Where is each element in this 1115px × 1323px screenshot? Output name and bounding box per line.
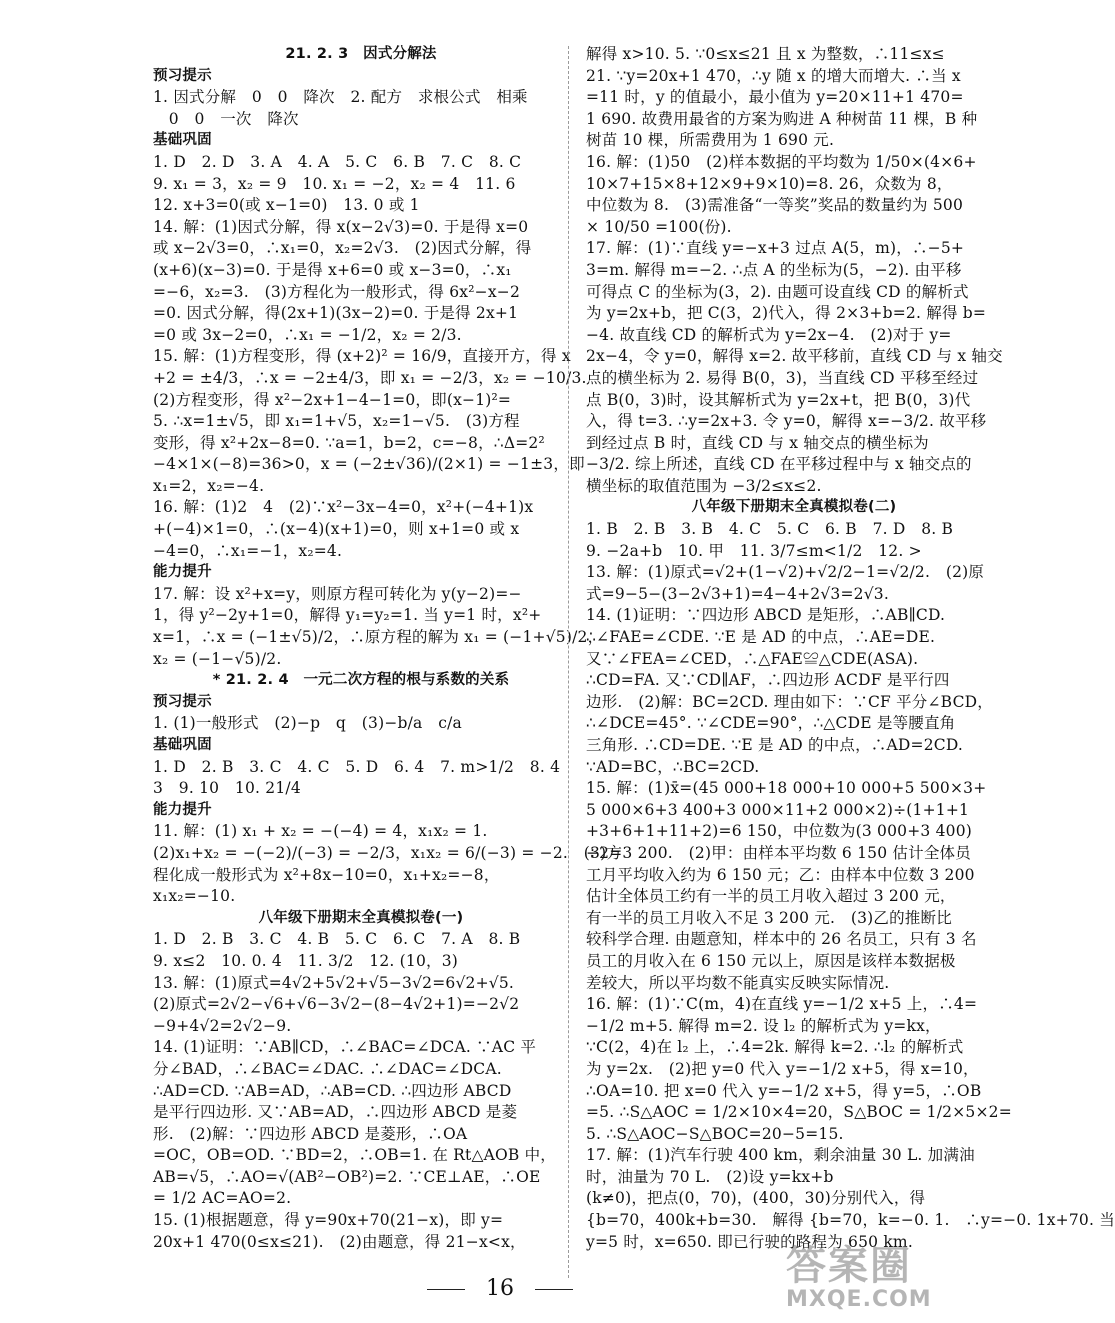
answer-line: 树苗 10 棵，所需费用为 1 690 元. xyxy=(586,131,835,150)
answer-line: 工月平均收入约为 6 150 元；乙：由样本中位数 3 200 xyxy=(586,865,975,884)
answer-line: ∵C(2，4)在 l₂ 上，∴4=2k. 解得 k=2. ∴l₂ 的解析式 xyxy=(586,1038,964,1057)
watermark-cn: 答案圈 xyxy=(786,1243,912,1289)
answer-line: 或 x−2√3=0，∴x₁=0，x₂=2√3. (2)因式分解，得 xyxy=(153,239,532,258)
answer-line: 5. ∴x=1±√5，即 x₁=1+√5，x₂=1−√5. (3)方程 xyxy=(153,412,520,431)
subsection-heading: 能力提升 xyxy=(153,564,212,581)
subsection-heading: 能力提升 xyxy=(153,801,212,818)
answer-line: 1. D 2. B 3. C 4. B 5. C 6. C 7. A 8. B xyxy=(153,930,521,949)
answer-line: 程化成一般形式为 x²+8x−10=0，x₁+x₂=−8， xyxy=(153,865,500,884)
answer-line: 变形，得 x²+2x−8=0. ∵a=1，b=2，c=−8，∴Δ=2² xyxy=(153,433,545,452)
answer-line: x₁x₂=−10. xyxy=(153,887,236,906)
subsection-heading: 基础巩固 xyxy=(153,132,212,149)
answer-line: 式=9−5−(3−2√3+1)=4−4+2√3=2√3. xyxy=(586,584,889,603)
answer-line: (2)x₁+x₂ = −(−2)/(−3) = −2/3，x₁x₂ = 6/(−3) = −2. (3)方 xyxy=(153,843,623,862)
answer-line: 13. 解：(1)原式=4√2+5√2+√5−3√2=6√2+√5. xyxy=(153,973,515,992)
answer-line: ∴CD=FA. 又∵CD∥AF，∴四边形 ACDF 是平行四 xyxy=(586,671,950,690)
answer-line: x₁=2，x₂=−4. xyxy=(153,476,265,495)
answer-line: ∴∠DCE=45°. ∵∠CDE=90°，∴△CDE 是等腰直角 xyxy=(586,714,956,733)
answer-line: 0 0 一次 降次 xyxy=(153,109,299,128)
answer-line: 有一半的员工月收入不足 3 200 元. (3)乙的推断比 xyxy=(586,908,952,927)
answer-line: 14. (1)证明：∵AB∥CD，∴∠BAC=∠DCA. ∵AC 平 xyxy=(153,1038,537,1057)
answer-line: 9. x≤2 10. 0. 4 11. 3/2 12. (10，3) xyxy=(153,951,459,970)
left-column xyxy=(153,44,623,1253)
answer-line: =0. 因式分解，得(2x+1)(3x−2)=0. 于是得 2x+1 xyxy=(153,304,519,323)
answer-line: 时，油量为 70 L. (2)设 y=kx+b xyxy=(586,1167,834,1186)
answer-line: (x+6)(x−3)=0. 于是得 x+6=0 或 x−3=0，∴x₁ xyxy=(153,260,512,279)
answer-line: ÷2=3 200. (2)甲：由样本平均数 6 150 估计全体员 xyxy=(586,843,971,862)
answer-line: 16. 解：(1)50 (2)样本数据的平均数为 1/50×(4×6+ xyxy=(586,152,977,171)
answer-line: 20x+1 470(0≤x≤21). (2)由题意，得 21−x<x， xyxy=(153,1232,526,1251)
answer-line: 13. 解：(1)原式=√2+(1−√2)+√2/2−1=√2/2. (2)原 xyxy=(586,563,985,582)
page-number-dash-right xyxy=(535,1289,573,1290)
subsection-heading: 预习提示 xyxy=(153,693,212,710)
answer-line: ∴AD=CD. ∵AB=AD，∴AB=CD. ∴四边形 ABCD xyxy=(153,1081,512,1100)
answer-line: 差较大，所以平均数不能真实反映实际情况. xyxy=(586,973,890,992)
answer-line: 5. ∴S△AOC−S△BOC=20−5=15. xyxy=(586,1124,844,1143)
answer-line: 3=m. 解得 m=−2. ∴点 A 的坐标为(5，−2). 由平移 xyxy=(586,260,962,279)
answer-line: 17. 解：(1)∵直线 y=−x+3 过点 A(5，m)，∴−5+ xyxy=(586,239,965,258)
subsection-heading: 预习提示 xyxy=(153,67,212,84)
answer-line: 形. (2)解：∵四边形 ABCD 是菱形，∴OA xyxy=(153,1124,468,1143)
answer-line: 1 690. 故费用最省的方案为购进 A 种树苗 11 棵，B 种 xyxy=(586,109,978,128)
answer-line: 9. x₁ = 3，x₂ = 9 10. x₁ = −2，x₂ = 4 11. 6 xyxy=(153,174,516,193)
answer-line: 估计全体员工约有一半的员工月收入超过 3 200 元， xyxy=(586,887,956,906)
watermark xyxy=(786,1244,986,1314)
answer-line: 边形. (2)解：BC=2CD. 理由如下：∵CF 平分∠BCD， xyxy=(586,692,993,711)
answer-line: 中位数为 8. (3)需准备“一等奖”奖品的数量约为 500 xyxy=(586,196,964,215)
answer-line: −3/2. 综上所述，直线 CD 在平移过程中与 x 轴交点的 xyxy=(586,455,972,474)
answer-line: −4×1×(−8)=36>0，x = (−2±√36)/(2×1) = −1±3，即 xyxy=(153,455,585,474)
answer-line: 解得 x>10. 5. ∵0≤x≤21 且 x 为整数，∴11≤x≤ xyxy=(586,45,945,63)
section-title: * 21. 2. 4 一元二次方程的根与系数的关系 xyxy=(212,672,510,689)
answer-line: 17. 解：(1)汽车行驶 400 km，剩余油量 30 L. 加满油 xyxy=(586,1146,975,1165)
answer-line: −4=0，∴x₁=−1，x₂=4. xyxy=(153,541,343,560)
answer-line: 9. −2a+b 10. 甲 11. 3/7≤m<1/2 12. > xyxy=(586,541,922,560)
answer-line: ∴∠FAE=∠CDE. ∵E 是 AD 的中点，∴AE=DE. xyxy=(586,628,936,647)
answer-line: 11. 解：(1) x₁ + x₂ = −(−4) = 4，x₁x₂ = 1. xyxy=(153,822,488,841)
answer-line: =0 或 3x−2=0，∴x₁ = −1/2，x₂ = 2/3. xyxy=(153,325,462,344)
answer-line: 员工的月收入在 6 150 元以上，原因是该样本数据极 xyxy=(586,951,956,970)
answer-line: 5 000×6+3 400+3 000×11+2 000×2)÷(1+1+1 xyxy=(586,800,970,819)
answer-line: ∵AD=BC，∴BC=2CD. xyxy=(586,757,760,776)
page-number-text: 16 xyxy=(486,1276,514,1301)
answer-line: 14. 解：(1)因式分解，得 x(x−2√3)=0. 于是得 x=0 xyxy=(153,217,529,236)
answer-line: 15. (1)根据题意，得 y=90x+70(21−x)，即 y= xyxy=(153,1211,504,1230)
answer-line: 1. 因式分解 0 0 降次 2. 配方 求根公式 相乘 xyxy=(153,88,528,107)
answer-line: 12. x+3=0(或 x−1=0) 13. 0 或 1 xyxy=(153,196,420,215)
answer-line: 10×7+15×8+12×9+9×10)=8. 26，众数为 8， xyxy=(586,174,953,193)
answer-line: 横坐标的取值范围为 −3/2≤x≤2. xyxy=(586,476,822,495)
answer-line: 可得点 C 的坐标为(3，2). 由题可设直线 CD 的解析式 xyxy=(586,282,969,301)
answer-line: −4. 故直线 CD 的解析式为 y=2x−4. (2)对于 y= xyxy=(586,325,952,344)
answer-line: 分∠BAD，∴∠BAC=∠DAC. ∴∠DAC=∠DCA. xyxy=(153,1059,502,1078)
answer-line: +3+6+1+11+2)=6 150，中位数为(3 000+3 400) xyxy=(586,822,973,841)
answer-line: +(−4)×1=0，∴(x−4)(x+1)=0，则 x+1=0 或 x xyxy=(153,520,520,539)
answer-line: = 1/2 AC=AO=2. xyxy=(153,1189,292,1208)
subsection-heading: 基础巩固 xyxy=(153,737,212,753)
answer-line: 16. 解：(1)2 4 (2)∵x²−3x−4=0，x²+(−4+1)x xyxy=(153,498,534,517)
answer-line: −1/2 m+5. 解得 m=2. 设 l₂ 的解析式为 y=kx， xyxy=(586,1016,941,1035)
answer-line: y=5 时，x=650. 即已行驶的路程为 650 km. xyxy=(586,1232,913,1251)
answer-line: =OC，OB=OD. ∵BD=2，∴OB=1. 在 Rt△AOB 中， xyxy=(153,1146,557,1165)
answer-line: =11 时，y 的值最小，最小值为 y=20×11+1 470= xyxy=(586,88,964,107)
right-column xyxy=(586,44,1115,1253)
answer-line: 又∵∠FEA=∠CED，∴△FAE≌△CDE(ASA). xyxy=(586,649,919,668)
answer-line: 点的横坐标为 2. 易得 B(0，3)，当直线 CD 平移至经过 xyxy=(586,368,979,387)
answer-line: (2)原式=2√2−√6+√6−3√2−(8−4√2+1)=−2√2 xyxy=(153,995,520,1014)
answer-line: 17. 解：设 x²+x=y，则原方程可转化为 y(y−2)=− xyxy=(153,584,522,603)
answer-line: −9+4√2=2√2−9. xyxy=(153,1016,292,1035)
answer-line: 1. (1)一般形式 (2)−p q (3)−b/a c/a xyxy=(153,714,462,733)
answer-line: +2 = ±4/3，∴x = −2±4/3，即 x₁ = −2/3，x₂ = −10/3. xyxy=(153,368,587,387)
answer-line: 到经过点 B 时，直线 CD 与 x 轴交点的横坐标为 xyxy=(586,433,929,452)
answer-line: 1，得 y²−2y+1=0，解得 y₁=y₂=1. 当 y=1 时，x²+ xyxy=(153,606,542,625)
answer-line: x₂ = (−1−√5)/2. xyxy=(153,649,282,668)
answer-line: 为 y=2x. (2)把 y=0 代入 y=−1/2 x+5，得 x=10， xyxy=(586,1059,979,1078)
answer-line: 14. (1)证明：∵四边形 ABCD 是矩形，∴AB∥CD. xyxy=(586,606,946,625)
answer-line: {b=70，400k+b=30. 解得 {b=70，k=−0. 1. ∴y=−0. 1x+70. 当 xyxy=(586,1211,1115,1230)
answer-line: 三角形. ∴CD=DE. ∵E 是 AD 的中点，∴AD=2CD. xyxy=(586,736,964,754)
answer-line: 是平行四边形. 又∵AB=AD，∴四边形 ABCD 是菱 xyxy=(153,1103,518,1122)
answer-line: 1. D 2. D 3. A 4. A 5. C 6. B 7. C 8. C xyxy=(153,152,522,171)
section-title: 21. 2. 3 因式分解法 xyxy=(285,46,437,62)
answer-line: =5. ∴S△AOC = 1/2×10×4=20，S△BOC = 1/2×5×2= xyxy=(586,1103,1012,1122)
answer-line: 15. 解：(1)x̄=(45 000+18 000+10 000+5 500×3+ xyxy=(586,779,987,798)
answer-line: (2)方程变形，得 x²−2x+1−4−1=0，即(x−1)²= xyxy=(153,390,512,409)
answer-line: 15. 解：(1)方程变形，得 (x+2)² = 16/9，直接开方，得 x xyxy=(153,347,571,366)
answer-line: =−6，x₂=3. (3)方程化为一般形式，得 6x²−x−2 xyxy=(153,282,521,301)
answer-line: ∴OA=10. 把 x=0 代入 y=−1/2 x+5，得 y=5，∴OB xyxy=(586,1081,982,1100)
page-number-dash-left xyxy=(427,1289,465,1290)
answer-line: 1. D 2. B 3. C 4. C 5. D 6. 4 7. m>1/2 8. 4 xyxy=(153,757,561,776)
answer-line: 为 y=2x+b，把 C(3，2)代入，得 2×3+b=2. 解得 b= xyxy=(586,304,987,323)
section-title: 八年级下册期末全真模拟卷(二) xyxy=(691,499,897,516)
answer-line: (k≠0)，把点(0，70)，(400，30)分别代入，得 xyxy=(586,1189,926,1208)
watermark-en: MXQE.COM xyxy=(786,1287,932,1312)
answer-line: 21. ∵y=20x+1 470，∴y 随 x 的增大而增大. ∴当 x xyxy=(586,66,961,85)
answer-line: 入，得 t=3. ∴y=2x+3. 令 y=0，解得 x=−3/2. 故平移 xyxy=(586,412,987,431)
answer-line: 较科学合理. 由题意知，样本中的 26 名员工，只有 3 名 xyxy=(586,930,977,949)
answer-line: AB=√5，∴AO=√(AB²−OB²)=2. ∵CE⊥AE，∴OE xyxy=(153,1167,541,1186)
section-title: 八年级下册期末全真模拟卷(一) xyxy=(258,909,464,926)
answer-line: 3 9. 10 10. 21/4 xyxy=(153,779,301,798)
answer-line: 16. 解：(1)∵C(m，4)在直线 y=−1/2 x+5 上，∴4= xyxy=(586,995,978,1014)
answer-line: x=1，∴x = (−1±√5)/2，∴原方程的解为 x₁ = (−1+√5)/2， xyxy=(153,628,604,647)
answer-line: 点 B(0，3)时，设其解析式为 y=2x+t，把 B(0，3)代 xyxy=(586,390,971,409)
answer-line: 2x−4，令 y=0，解得 x=2. 故平移前，直线 CD 与 x 轴交 xyxy=(586,347,1003,366)
answer-line: 1. B 2. B 3. B 4. C 5. C 6. B 7. D 8. B xyxy=(586,520,954,539)
answer-line: × 10/50 =100(份). xyxy=(586,217,732,236)
column-divider xyxy=(568,46,569,1278)
